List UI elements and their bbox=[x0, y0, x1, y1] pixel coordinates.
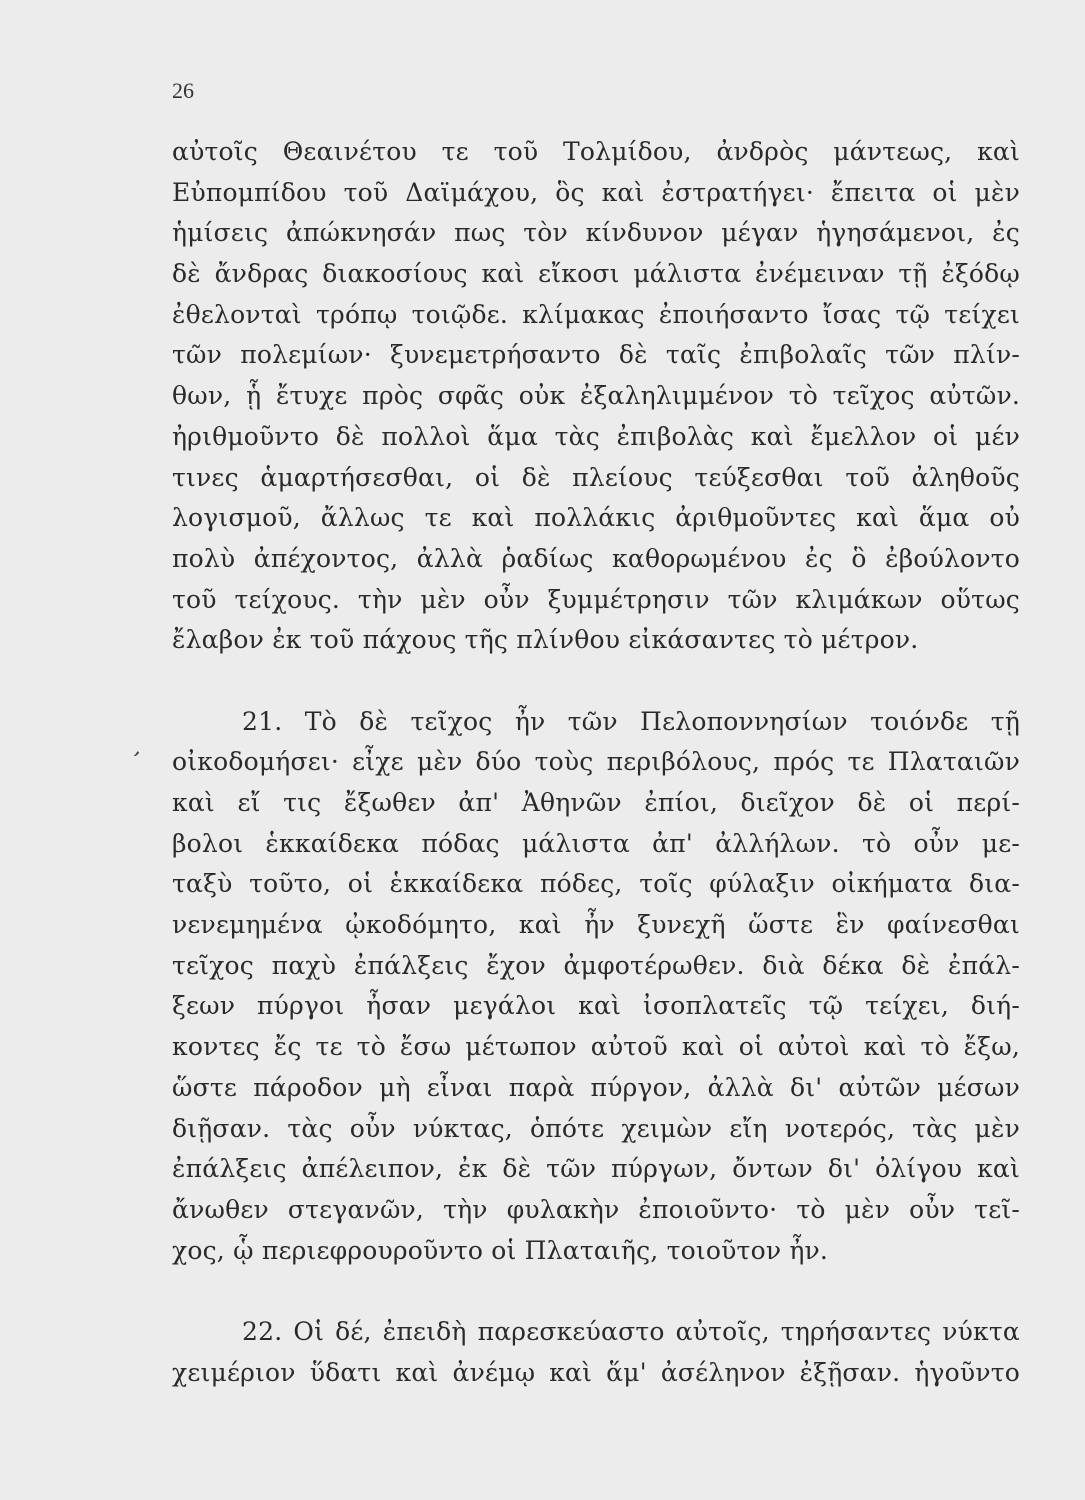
paragraph-section-21 bbox=[172, 702, 1020, 1272]
text-line: χος, ᾧ περιεφρουροῦντο οἱ Πλαταιῆς, τοιοῦτον ἦν. bbox=[172, 1235, 829, 1265]
text-line: τεῖχος παχὺ ἐπάλξεις ἔχον ἀμφοτέρωθεν. διὰ δέκα δὲ ἐπάλ- bbox=[172, 950, 1020, 980]
paragraph-section-22 bbox=[172, 1312, 1020, 1393]
text-line: χειμέριον ὕδατι καὶ ἀνέμῳ καὶ ἅμ' ἀσέληνον ἐξῇσαν. ἡγοῦντο bbox=[172, 1357, 1020, 1387]
text-line: Εὐπομπίδου τοῦ Δαϊμάχου, ὃς καὶ ἐστρατήγει· ἔπειτα οἱ μὲν bbox=[172, 177, 1020, 207]
text-line: αὐτοῖς Θεαινέτου τε τοῦ Τολμίδου, ἀνδρὸς μάντεως, καὶ bbox=[172, 137, 1020, 166]
text-line: λογισμοῦ, ἄλλως τε καὶ πολλάκις ἀριθμοῦντες καὶ ἅμα οὐ bbox=[172, 503, 1020, 533]
text-line: βολοι ἑκκαίδεκα πόδας μάλιστα ἀπ' ἀλλήλων. τὸ οὖν με- bbox=[172, 828, 1020, 858]
text-line: θων, ᾗ ἔτυχε πρὸς σφᾶς οὐκ ἐξαληλιμμένον τὸ τεῖχος αὐτῶν. bbox=[172, 381, 1020, 411]
text-line: ξεων πύργοι ἦσαν μεγάλοι καὶ ἰσοπλατεῖς τῷ τείχει, διή- bbox=[172, 991, 1020, 1021]
text-line: ταξὺ τοῦτο, οἱ ἑκκαίδεκα πόδες, τοῖς φύλαξιν οἰκήματα δια- bbox=[172, 869, 1020, 899]
text-line: πολὺ ἀπέχοντος, ἀλλὰ ῥαδίως καθορωμένου ἐς ὃ ἐβούλοντο bbox=[172, 543, 1020, 573]
body-text bbox=[172, 132, 1020, 1393]
text-line: τοῦ τείχους. τὴν μὲν οὖν ξυμμέτρησιν τῶν κλιμάκων οὕτως bbox=[172, 584, 1020, 614]
text-line: 21. Τὸ δὲ τεῖχος ἦν τῶν Πελοποννησίων τοιόνδε τῇ bbox=[242, 706, 1020, 736]
text-line: 22. Οἱ δέ, ἐπειδὴ παρεσκεύαστο αὐτοῖς, τηρήσαντες νύκτα bbox=[242, 1316, 1020, 1346]
paragraph-continuation bbox=[172, 132, 1020, 661]
page-number: 26 bbox=[172, 78, 194, 103]
text-line: ἔλαβον ἐκ τοῦ πάχους τῆς πλίνθου εἰκάσαντες τὸ μέτρον. bbox=[172, 625, 919, 655]
text-line: καὶ εἴ τις ἔξωθεν ἀπ' Ἀθηνῶν ἐπίοι, διεῖχον δὲ οἱ περί- bbox=[172, 788, 1020, 817]
text-line: τῶν πολεμίων· ξυνεμετρήσαντο δὲ ταῖς ἐπιβολαῖς τῶν πλίν- bbox=[172, 340, 1020, 370]
section-gap bbox=[172, 1271, 1020, 1312]
text-line: νενεμημένα ᾠκοδόμητο, καὶ ἦν ξυνεχῆ ὥστε ἓν φαίνεσθαι bbox=[172, 910, 1020, 940]
margin-mark: ʼ bbox=[125, 747, 142, 774]
text-line: δὲ ἄνδρας διακοσίους καὶ εἴκοσι μάλιστα ἐνέμειναν τῇ ἐξόδῳ bbox=[172, 259, 1020, 289]
text-line: ἐθελονταὶ τρόπῳ τοιῷδε. κλίμακας ἐποιήσαντο ἴσας τῷ τείχει bbox=[172, 299, 1020, 329]
text-line: τινες ἁμαρτήσεσθαι, οἱ δὲ πλείους τεύξεσθαι τοῦ ἀληθοῦς bbox=[172, 462, 1020, 492]
text-line: ἄνωθεν στεγανῶν, τὴν φυλακὴν ἐποιοῦντο· τὸ μὲν οὖν τεῖ- bbox=[172, 1194, 1020, 1224]
text-line: κοντες ἔς τε τὸ ἔσω μέτωπον αὐτοῦ καὶ οἱ αὐτοὶ καὶ τὸ ἔξω, bbox=[172, 1032, 1020, 1062]
text-line: ἐπάλξεις ἀπέλειπον, ἐκ δὲ τῶν πύργων, ὄντων δι' ὀλίγου καὶ bbox=[172, 1154, 1020, 1184]
text-line: ὥστε πάροδον μὴ εἶναι παρὰ πύργον, ἀλλὰ δι' αὐτῶν μέσων bbox=[172, 1072, 1020, 1102]
section-gap bbox=[172, 661, 1020, 702]
text-line: ἠριθμοῦντο δὲ πολλοὶ ἅμα τὰς ἐπιβολὰς καὶ ἔμελλον οἱ μέν bbox=[172, 421, 1020, 451]
text-line: ἡμίσεις ἀπώκνησάν πως τὸν κίνδυνον μέγαν ἡγησάμενοι, ἐς bbox=[172, 218, 1020, 248]
text-line: οἰκοδομήσει· εἶχε μὲν δύο τοὺς περιβόλους, πρός τε Πλαταιῶν bbox=[172, 747, 1020, 777]
text-line: διῇσαν. τὰς οὖν νύκτας, ὁπότε χειμὼν εἴη νοτερός, τὰς μὲν bbox=[172, 1113, 1020, 1143]
